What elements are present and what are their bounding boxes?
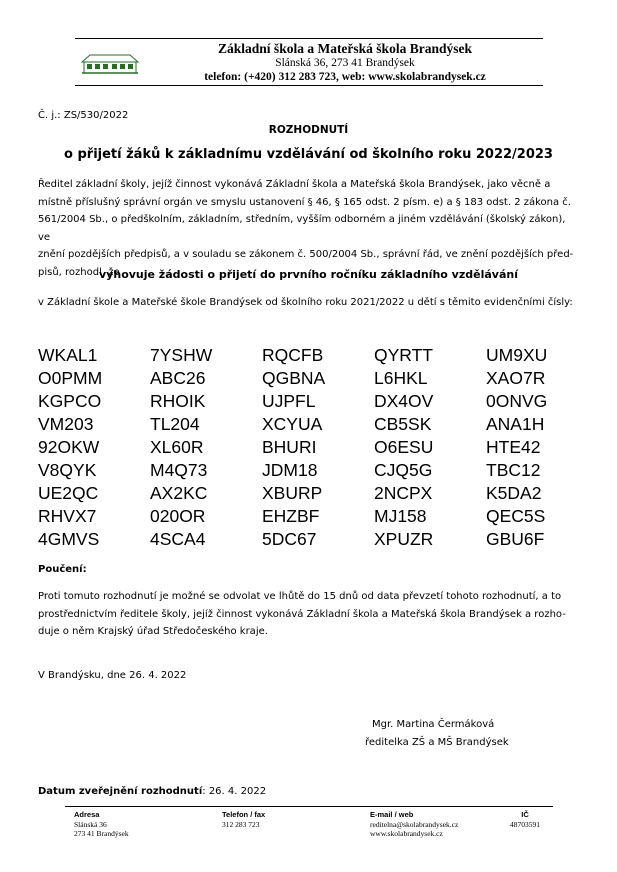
code-row: [38, 390, 598, 413]
verdict-heading: vyhovuje žádosti o přijetí do prvního ročníku základního vzdělávání: [99, 268, 518, 281]
footer-address: [74, 810, 129, 839]
footer-email: reditelna@skolabrandysek.cz: [370, 819, 459, 829]
registration-code: AX2KC: [150, 483, 208, 503]
notice-text: [38, 588, 579, 641]
footer-address-line: Slánská 36: [74, 819, 107, 829]
registration-code: L6HKL: [374, 368, 428, 388]
registration-code: QYRTT: [374, 345, 433, 365]
registration-code: QGBNA: [262, 368, 326, 388]
footer-ic-value: 48703591: [510, 819, 540, 829]
registration-code: UE2QC: [38, 483, 99, 503]
code-row: [38, 413, 598, 436]
signatory-name: Mgr. Martina Čermáková: [372, 719, 495, 730]
registration-code: TBC12: [486, 460, 541, 480]
preamble-line: místně příslušný správní orgán ve smyslu ustanovení § 46, § 165 odst. 2 písm. e) a § 183 odst. 2 zákona č.: [38, 196, 571, 208]
registration-code: 2NCPX: [374, 483, 433, 503]
registration-code: CJQ5G: [374, 460, 433, 480]
registration-code: JDM18: [262, 460, 318, 480]
registration-code: UJPFL: [262, 391, 316, 411]
registration-code: EHZBF: [262, 506, 320, 526]
code-row: [38, 367, 598, 390]
registration-code: 020OR: [150, 506, 206, 526]
registration-code: TL204: [150, 414, 200, 434]
footer-ic: [505, 810, 545, 829]
document-title: ROZHODNUTÍ: [268, 124, 349, 136]
school-contact: telefon: (+420) 312 283 723, web: www.skolabrandysek.cz: [204, 71, 486, 83]
code-row: [38, 459, 598, 482]
registration-code: O6ESU: [374, 437, 434, 457]
date-place: V Brandýsku, dne 26. 4. 2022: [38, 670, 187, 681]
notice-line: Proti tomuto rozhodnutí je možné se odvolat ve lhůtě do 15 dnů od data převzetí tohoto rozhodnutí, a to: [38, 591, 562, 602]
notice-line: prostřednictvím ředitele školy, jejíž činnost vykonává Základní škola a Mateřská škola Brandýsek a rozho-: [38, 608, 566, 620]
footer-phone: [222, 810, 265, 829]
school-name: Základní škola a Mateřská škola Brandýsek: [218, 41, 472, 56]
footer-website: www.skolabrandysek.cz: [370, 829, 443, 838]
header-top-rule: [75, 38, 543, 39]
registration-code: MJ158: [374, 506, 427, 526]
registration-code: 4GMVS: [38, 529, 100, 549]
registration-code: M4Q73: [150, 460, 208, 480]
registration-code: ANA1H: [486, 414, 545, 434]
notice-label: Poučení:: [38, 564, 87, 575]
footer-ic-label: IČ: [521, 810, 529, 819]
registration-code: V8QYK: [38, 460, 97, 480]
code-row: [38, 528, 598, 551]
registration-code: RQCFB: [262, 345, 324, 365]
registration-code: 5DC67: [262, 529, 317, 549]
preamble-line: znění pozdějších předpisů, a v souladu se zákonem č. 500/2004 Sb., správní řád, ve znění pozdějších před-: [38, 249, 574, 261]
notice-line: duje o něm Krajský úřad Středočeského kraje.: [38, 626, 268, 638]
footer-web-label: E-mail / web: [370, 810, 414, 819]
preamble-line: 561/2004 Sb., o předškolním, základním, středním, vyšším odborném a jiném vzdělávání (školský zákon), ve: [38, 214, 566, 243]
registration-code: 0ONVG: [486, 391, 548, 411]
preamble-line: Ředitel základní školy, jejíž činnost vykonává Základní škola a Mateřská škola Brandýsek, jako věcně a: [38, 179, 551, 190]
header-bottom-rule: [75, 85, 543, 86]
document-subtitle: o přijetí žáků k základnímu vzdělávání od školního roku 2022/2023: [64, 147, 553, 162]
school-address: Slánská 36, 273 41 Brandýsek: [275, 57, 415, 69]
registration-code: HTE42: [486, 437, 541, 457]
registration-code: RHVX7: [38, 506, 97, 526]
registration-code: UM9XU: [486, 345, 548, 365]
code-row: [38, 505, 598, 528]
registration-code: XL60R: [150, 437, 204, 457]
registration-code: VM203: [38, 414, 94, 434]
registration-codes-grid: [38, 344, 598, 551]
registration-code: DX4OV: [374, 391, 434, 411]
registration-code: 4SCA4: [150, 529, 206, 549]
registration-code: XBURP: [262, 483, 323, 503]
registration-code: QEC5S: [486, 506, 546, 526]
publish-value: : 26. 4. 2022: [202, 786, 267, 797]
footer-address-line: 273 41 Brandýsek: [74, 829, 129, 838]
publish-label: Datum zveřejnění rozhodnutí: [38, 786, 203, 797]
preamble-line: pisů, rozhodl, že: [38, 266, 120, 278]
registration-code: ABC26: [150, 368, 206, 388]
registration-code: RHOIK: [150, 391, 206, 411]
footer-rule: [65, 806, 553, 807]
registration-code: 92OKW: [38, 437, 100, 457]
footer-web: [370, 810, 458, 839]
registration-code: CB5SK: [374, 414, 432, 434]
footer-phone-value: 312 283 723: [222, 819, 260, 829]
registration-code: KGPCO: [38, 391, 102, 411]
registration-code: XCYUA: [262, 414, 323, 434]
registration-code: WKAL1: [38, 345, 98, 365]
publish-date: [38, 786, 266, 797]
reference-number: Č. j.: ZS/530/2022: [38, 110, 129, 121]
registration-code: O0PMM: [38, 368, 103, 388]
registration-code: XAO7R: [486, 368, 546, 388]
registration-code: K5DA2: [486, 483, 542, 503]
decision-preamble: [38, 176, 579, 282]
registration-code: BHURI: [262, 437, 317, 457]
footer-phone-label: Telefon / fax: [222, 810, 266, 819]
signatory-role: ředitelka ZŠ a MŠ Brandýsek: [365, 737, 509, 748]
code-row: [38, 436, 598, 459]
code-row: [38, 482, 598, 505]
registration-code: 7YSHW: [150, 345, 213, 365]
codes-intro: v Základní škole a Mateřské škole Brandýsek od školního roku 2021/2022 u dětí s těmito evidenčními čísly:: [38, 297, 573, 308]
footer-address-label: Adresa: [74, 810, 100, 819]
registration-code: XPUZR: [374, 529, 434, 549]
registration-code: GBU6F: [486, 529, 545, 549]
school-building-logo-icon: [80, 48, 140, 76]
code-row: [38, 344, 598, 367]
